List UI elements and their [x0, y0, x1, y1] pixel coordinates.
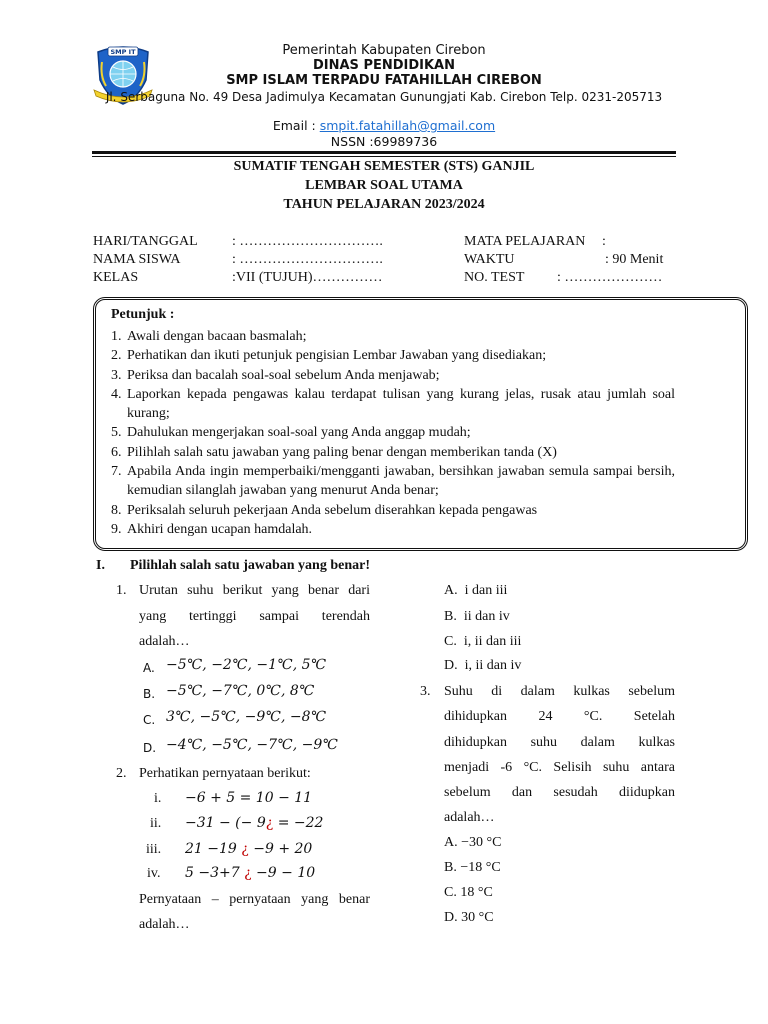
name-label: NAMA SISWA — [93, 252, 181, 267]
header-divider-thin — [92, 156, 676, 157]
email-label: Email : — [272, 118, 316, 133]
q1-option-b[interactable]: −5℃, −7℃, 0℃, 8℃ — [166, 683, 315, 699]
section-number: I. — [96, 558, 105, 573]
q1-option-b-label[interactable]: B. — [143, 687, 156, 701]
q2-statement-number: iii. — [146, 842, 162, 857]
q2-statement: 21 −19 ¿ −9 + 20 — [185, 841, 313, 857]
test-number-field[interactable]: : ………………… — [557, 270, 663, 285]
department-name: DINAS PENDIDIKAN — [312, 58, 456, 73]
name-field[interactable]: : …………………………. — [232, 252, 383, 267]
q2-option-d[interactable]: D. i, ii dan iv — [444, 658, 522, 673]
q1-option-c[interactable]: 3℃, −5℃, −9℃, −8℃ — [166, 709, 327, 725]
q2-statement: −31 − (− 9¿ = −22 — [185, 815, 324, 831]
q3-text-line: adalah… — [444, 810, 495, 825]
q2-statement-number: i. — [154, 791, 162, 806]
email-line — [100, 118, 668, 133]
time-field: : 90 Menit — [605, 252, 664, 267]
q1-option-a[interactable]: −5℃, −2℃, −1℃, 5℃ — [166, 657, 327, 673]
q2-statement-number: iv. — [147, 866, 161, 881]
instruction-item: 6. Pilihlah salah satu jawaban yang paling benar dengan memberikan tanda (X) — [111, 444, 557, 460]
instruction-item: 5. Dahulukan mengerjakan soal-soal yang Anda anggap mudah; — [111, 425, 471, 441]
q2-statement: 5 −3+7 ¿ −9 − 10 — [185, 865, 316, 881]
nssn: NSSN :69989736 — [330, 134, 438, 149]
q1-option-c-label[interactable]: C. — [143, 713, 156, 727]
email-link[interactable]: smpit.fatahillah@gmail.com — [319, 118, 496, 133]
q2-number: 2. — [116, 766, 127, 781]
subject-label: MATA PELAJARAN — [464, 234, 586, 249]
logo-text: SMP IT — [110, 48, 136, 56]
q3-option-d[interactable]: D. 30 °C — [444, 910, 494, 925]
q2-option-c[interactable]: C. i, ii dan iii — [444, 634, 522, 649]
exam-title: SUMATIF TENGAH SEMESTER (STS) GANJIL — [233, 159, 535, 174]
q3-text-line: sebelum dan sesudah diidupkan — [444, 785, 675, 800]
q2-statement-number: ii. — [150, 816, 162, 831]
q3-text-line: dihidupkan suhu dalam kulkas — [444, 735, 675, 750]
school-name: SMP ISLAM TERPADU FATAHILLAH CIREBON — [226, 73, 542, 88]
q3-text-line: menjadi -6 °C. Selisih suhu antara — [444, 760, 675, 775]
q1-option-a-label[interactable]: A. — [143, 661, 155, 675]
q1-option-d[interactable]: −4℃, −5℃, −7℃, −9℃ — [166, 737, 338, 753]
header-divider-thick — [92, 151, 676, 154]
instruction-item: 3. Periksa dan bacalah soal-soal sebelum Anda menjawab; — [111, 367, 440, 383]
q2-option-b[interactable]: B. ii dan iv — [444, 609, 510, 624]
academic-year: TAHUN PELAJARAN 2023/2024 — [283, 197, 485, 212]
instruction-item: 4. Laporkan kepada pengawas kalau terdapat tulisan yang kurang jelas, rusak atau jumlah soal kurang; — [111, 386, 675, 422]
sheet-title: LEMBAR SOAL UTAMA — [305, 178, 463, 193]
instruction-item: 1. Awali dengan bacaan basmalah; — [111, 329, 307, 344]
time-label: WAKTU — [464, 252, 515, 267]
q1-text-line: adalah… — [139, 634, 190, 649]
q1-number: 1. — [116, 583, 127, 598]
subject-field[interactable]: : — [602, 234, 606, 249]
q3-text-line: Suhu di dalam kulkas sebelum — [444, 684, 675, 699]
test-number-label: NO. TEST — [464, 270, 525, 285]
instruction-item: 7. Apabila Anda ingin memperbaiki/mengganti jawaban, bersihkan jawaban semula sampai bersih, kemudian silanglah jawaban yang menurut Anda benar; — [111, 464, 675, 499]
q2-prompt: Perhatikan pernyataan berikut: — [139, 766, 311, 781]
class-label: KELAS — [93, 270, 139, 285]
government-name: Pemerintah Kabupaten Cirebon — [282, 43, 486, 58]
instruction-item: 8. Periksalah seluruh pekerjaan Anda sebelum diserahkan kepada pengawas — [111, 502, 538, 518]
q3-text-line: dihidupkan 24 °C. Setelah — [444, 709, 675, 724]
day-field[interactable]: : …………………………. — [232, 234, 383, 249]
school-address: Jl. Serbaguna No. 49 Desa Jadimulya Kecamatan Gunungjati Kab. Cirebon Telp. 0231-205713 — [105, 90, 663, 104]
q3-number: 3. — [420, 684, 431, 699]
day-label: HARI/TANGGAL — [93, 234, 198, 249]
section-title: Pilihlah salah satu jawaban yang benar! — [130, 558, 370, 573]
q2-closing-line: Pernyataan – pernyataan yang benar — [139, 892, 370, 907]
q1-option-d-label[interactable]: D. — [143, 741, 157, 755]
q2-closing-line: adalah… — [139, 917, 190, 932]
instruction-item: 9. Akhiri dengan ucapan hamdalah. — [111, 521, 313, 537]
q1-text-line: yang tertinggi sampai terendah — [139, 609, 370, 624]
instructions-title: Petunjuk : — [111, 307, 175, 322]
instruction-item: 2. Perhatikan dan ikuti petunjuk pengisian Lembar Jawaban yang disediakan; — [111, 348, 547, 364]
q1-text-line: Urutan suhu berikut yang benar dari — [139, 583, 370, 598]
q3-option-c[interactable]: C. 18 °C — [444, 885, 493, 900]
q2-option-a[interactable]: A. i dan iii — [444, 583, 508, 598]
q3-option-a[interactable]: A. −30 °C — [444, 835, 502, 850]
instructions-list — [111, 327, 675, 539]
class-field[interactable]: :VII (TUJUH)…………… — [232, 270, 383, 285]
q2-statement: −6 + 5 = 10 − 11 — [185, 790, 313, 806]
q3-option-b[interactable]: B. −18 °C — [444, 860, 501, 875]
